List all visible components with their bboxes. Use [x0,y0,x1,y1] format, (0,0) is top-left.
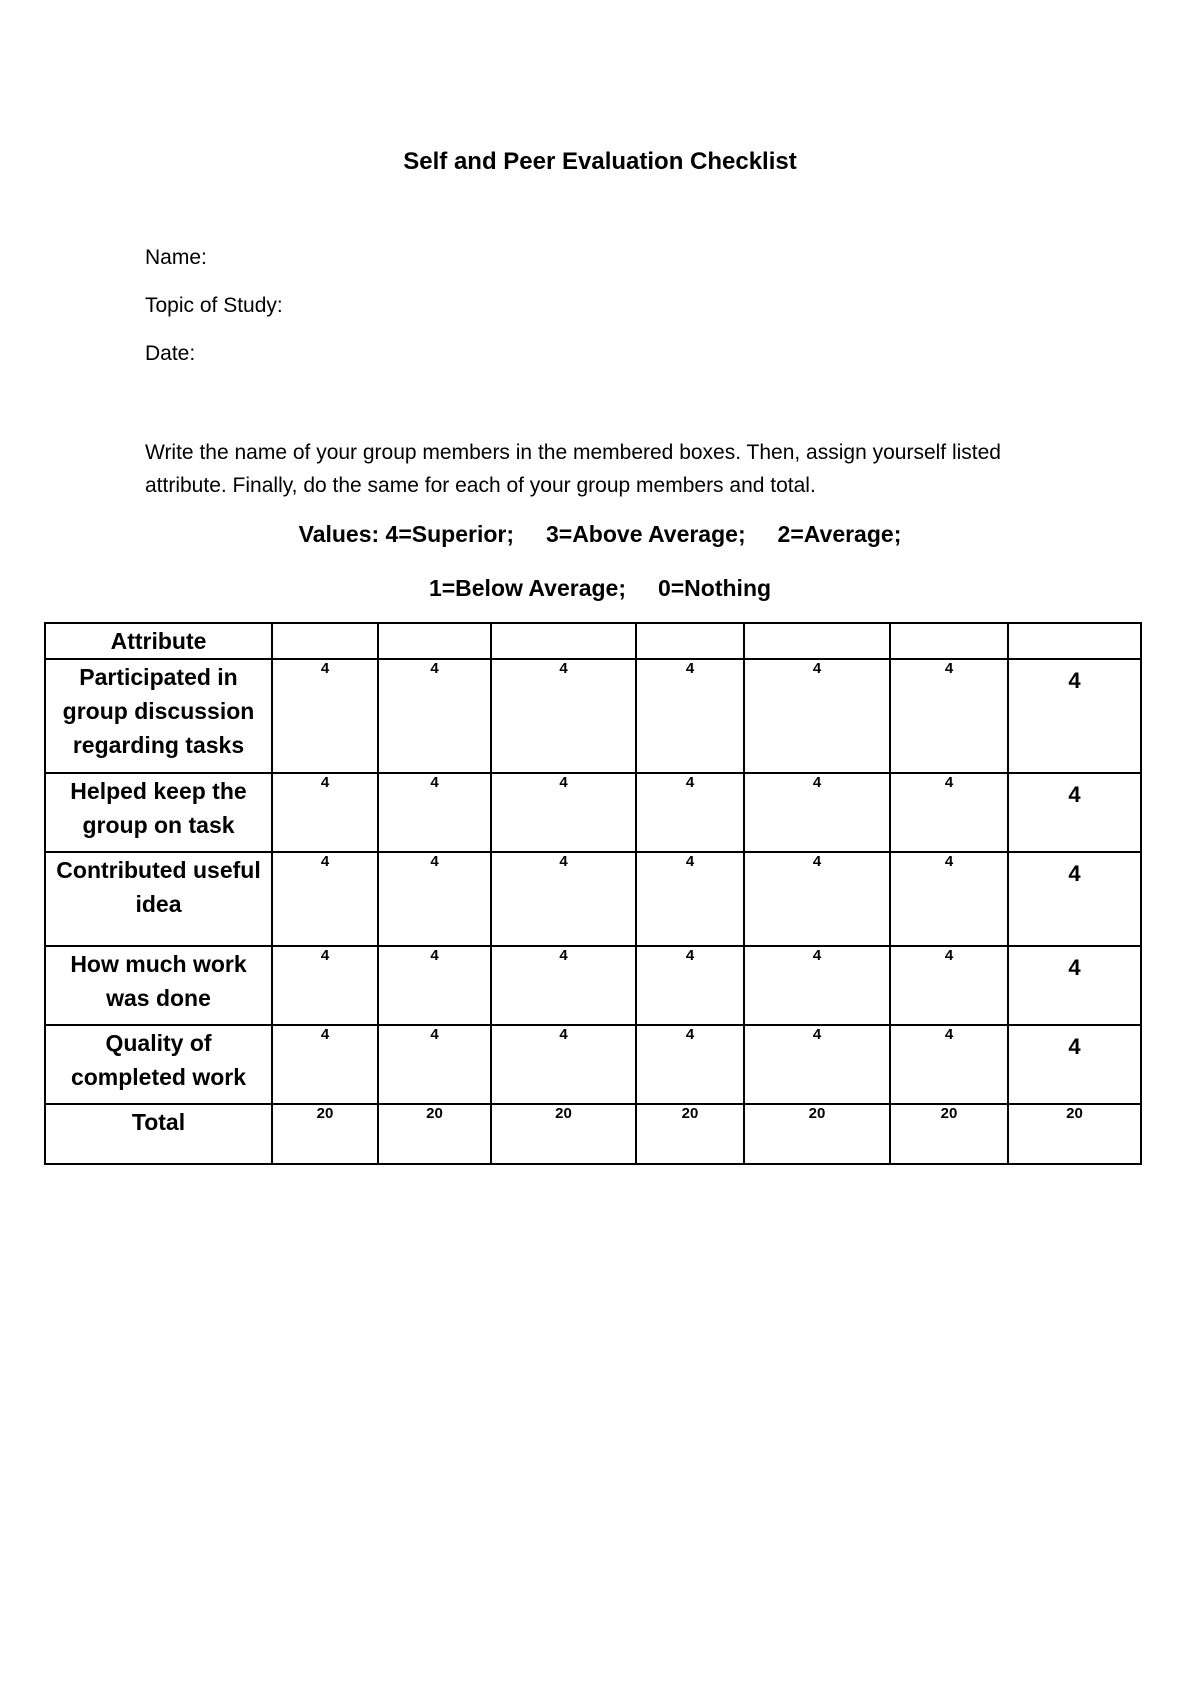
score-cell: 4 [1008,659,1141,773]
table-row [45,773,1141,852]
member-name-cell[interactable] [272,623,378,659]
values-legend-line2: 1=Below Average; 0=Nothing [428,575,772,601]
score-cell: 4 [378,852,491,946]
attribute-cell: Quality of completed work [45,1025,272,1104]
score-cell: 4 [744,773,890,852]
total-cell: 20 [890,1104,1008,1164]
total-cell: 20 [636,1104,744,1164]
score-cell: 4 [636,852,744,946]
score-cell: 4 [491,1025,636,1104]
instructions: Write the name of your group members in the membered boxes. Then, assign yourself listed attribute. Finally, do the same for each of your group members and total. [145,441,1001,497]
score-cell: 4 [1008,852,1141,946]
attribute-cell: How much work was done [45,946,272,1025]
attribute-cell: Participated in group discussion regarding tasks [45,659,272,773]
score-cell: 4 [744,946,890,1025]
score-cell: 4 [272,946,378,1025]
score-cell: 4 [744,659,890,773]
page-title: Self and Peer Evaluation Checklist [403,148,797,175]
table-header-row [45,623,1141,659]
score-cell: 4 [378,946,491,1025]
score-cell: 4 [272,773,378,852]
score-cell: 4 [1008,1025,1141,1104]
header-cell-attribute: Attribute [45,623,272,659]
score-cell: 4 [272,659,378,773]
score-cell: 4 [272,1025,378,1104]
score-cell: 4 [378,773,491,852]
score-cell: 4 [491,852,636,946]
member-name-cell[interactable] [378,623,491,659]
total-cell: 20 [744,1104,890,1164]
evaluation-table [44,622,1142,1165]
date-label: Date: [145,342,196,365]
member-name-cell[interactable] [890,623,1008,659]
score-cell: 4 [636,946,744,1025]
member-name-cell[interactable] [1008,623,1141,659]
score-cell: 4 [1008,946,1141,1025]
topic-label: Topic of Study: [145,294,283,317]
table-row [45,852,1141,946]
total-cell: 20 [491,1104,636,1164]
total-cell: 20 [378,1104,491,1164]
member-name-cell[interactable] [491,623,636,659]
score-cell: 4 [491,659,636,773]
score-cell: 4 [636,659,744,773]
table-row [45,946,1141,1025]
values-legend-line1: Values: 4=Superior; 3=Above Average; 2=Average; [298,521,902,547]
total-cell: 20 [1008,1104,1141,1164]
total-row [45,1104,1141,1164]
score-cell: 4 [890,1025,1008,1104]
score-cell: 4 [744,1025,890,1104]
total-label-cell: Total [45,1104,272,1164]
score-cell: 4 [890,852,1008,946]
score-cell: 4 [890,946,1008,1025]
score-cell: 4 [378,659,491,773]
member-name-cell[interactable] [636,623,744,659]
attribute-cell: Helped keep the group on task [45,773,272,852]
score-cell: 4 [378,1025,491,1104]
table-row [45,1025,1141,1104]
score-cell: 4 [636,1025,744,1104]
score-cell: 4 [890,659,1008,773]
table-row [45,659,1141,773]
score-cell: 4 [272,852,378,946]
score-cell: 4 [491,773,636,852]
score-cell: 4 [1008,773,1141,852]
score-cell: 4 [636,773,744,852]
total-cell: 20 [272,1104,378,1164]
name-label: Name: [145,246,207,269]
score-cell: 4 [890,773,1008,852]
attribute-cell: Contributed useful idea [45,852,272,946]
score-cell: 4 [744,852,890,946]
score-cell: 4 [491,946,636,1025]
member-name-cell[interactable] [744,623,890,659]
